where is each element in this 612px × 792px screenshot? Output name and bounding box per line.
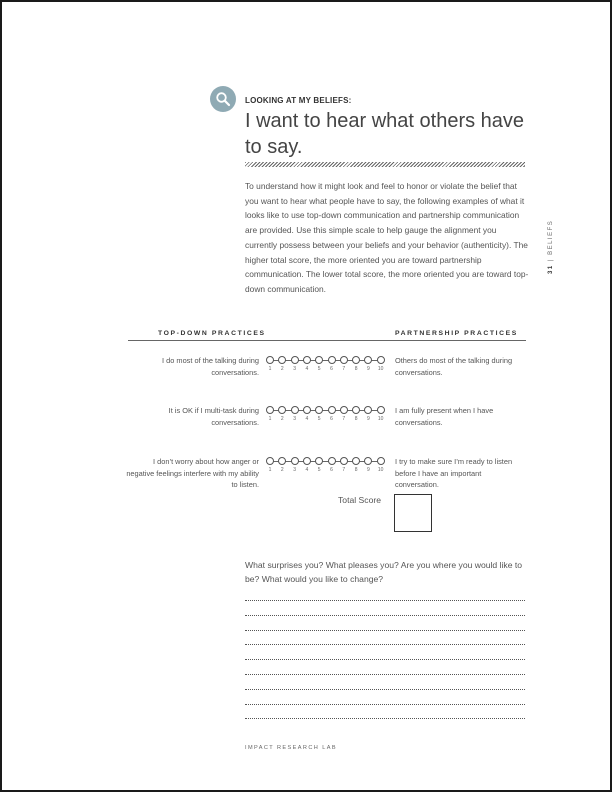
partnership-practice-2: I am fully present when I have conversations. — [395, 406, 494, 427]
writing-line[interactable] — [245, 718, 525, 719]
rating-scale-3[interactable] — [266, 457, 388, 479]
scale-point[interactable] — [278, 406, 286, 414]
scale-number: 6 — [330, 416, 333, 422]
scale-number: 8 — [354, 416, 358, 422]
scale-point[interactable] — [352, 356, 360, 364]
scale-point[interactable] — [352, 406, 360, 414]
magnifier-icon — [210, 86, 236, 112]
scale-point[interactable] — [303, 406, 311, 414]
scale-number: 3 — [293, 416, 296, 422]
writing-line[interactable] — [245, 689, 525, 690]
scale-number: 3 — [293, 467, 296, 473]
scale-number: 2 — [280, 366, 284, 372]
scale-number: 7 — [342, 366, 346, 372]
side-page-label — [548, 220, 554, 274]
header-rule — [128, 340, 526, 341]
scale-number: 4 — [305, 467, 309, 473]
section-name: | BELIEFS — [548, 219, 554, 262]
scale-number: 10 — [377, 366, 384, 372]
scale-number: 5 — [317, 416, 321, 422]
scale-point[interactable] — [291, 356, 299, 364]
top-down-header: TOP-DOWN PRACTICES — [158, 330, 266, 337]
scale-point[interactable] — [315, 457, 323, 465]
scale-number: 9 — [367, 416, 370, 422]
footer-label: IMPACT RESEARCH LAB — [245, 745, 337, 751]
reflection-question: What surprises you? What pleases you? Are you where you would like to be? What would you like to change? — [245, 560, 523, 584]
scale-point[interactable] — [266, 457, 274, 465]
scale-point[interactable] — [364, 406, 372, 414]
top-down-practice-3: I don’t worry about how anger or negative feelings interfere with my ability to listen. — [126, 457, 259, 489]
top-down-practice-1: I do most of the talking during conversations. — [162, 356, 259, 377]
rating-scale-1[interactable] — [266, 356, 388, 378]
scale-point[interactable] — [266, 406, 274, 414]
scale-number: 6 — [330, 366, 333, 372]
partnership-practice-1: Others do most of the talking during conversations. — [395, 356, 513, 377]
page-number: 31 — [548, 264, 554, 274]
scale-point[interactable] — [303, 356, 311, 364]
scale-number: 3 — [293, 366, 296, 372]
writing-line[interactable] — [245, 674, 525, 675]
scale-number: 8 — [354, 366, 358, 372]
scale-point[interactable] — [377, 356, 385, 364]
scale-point[interactable] — [328, 356, 336, 364]
scale-point[interactable] — [315, 406, 323, 414]
scale-number: 7 — [342, 467, 346, 473]
scale-number: 8 — [354, 467, 358, 473]
scale-number: 1 — [268, 416, 272, 422]
partnership-practice-3: I try to make sure I’m ready to listen before I have an important conversation. — [395, 457, 513, 489]
writing-line[interactable] — [245, 615, 525, 616]
writing-line[interactable] — [245, 644, 525, 645]
scale-number: 2 — [280, 416, 284, 422]
scale-point[interactable] — [291, 457, 299, 465]
scale-point[interactable] — [340, 356, 348, 364]
hatched-divider — [245, 162, 525, 167]
scale-number: 4 — [305, 416, 309, 422]
scale-point[interactable] — [377, 406, 385, 414]
scale-number: 10 — [377, 467, 384, 473]
scale-point[interactable] — [315, 356, 323, 364]
rating-scale-2[interactable] — [266, 406, 388, 428]
partnership-header: PARTNERSHIP PRACTICES — [395, 330, 518, 337]
scale-point[interactable] — [352, 457, 360, 465]
scale-point[interactable] — [340, 457, 348, 465]
scale-point[interactable] — [340, 406, 348, 414]
scale-number: 2 — [280, 467, 284, 473]
scale-point[interactable] — [278, 356, 286, 364]
total-score-box[interactable] — [394, 494, 432, 532]
scale-number: 1 — [268, 366, 272, 372]
scale-number: 1 — [268, 467, 272, 473]
scale-point[interactable] — [266, 356, 274, 364]
scale-point[interactable] — [303, 457, 311, 465]
scale-number: 6 — [330, 467, 333, 473]
scale-point[interactable] — [377, 457, 385, 465]
writing-line[interactable] — [245, 704, 525, 705]
scale-point[interactable] — [328, 457, 336, 465]
writing-line[interactable] — [245, 600, 525, 601]
top-down-practice-2: It is OK if I multi-task during conversations. — [168, 406, 259, 427]
scale-point[interactable] — [278, 457, 286, 465]
writing-line[interactable] — [245, 659, 525, 660]
scale-point[interactable] — [364, 457, 372, 465]
scale-number: 9 — [367, 366, 370, 372]
intro-paragraph: To understand how it might look and feel to honor or violate the belief that you want to hear what people have to say, the following examples of what it looks like to use top-down communication and partnership communication are provided. Use this simple scale to help gauge the alignment you currently possess between your beliefs and your behavior (authenticity). The higher total score, the more oriented you are toward partnership communication. The lower total score, the more oriented you are toward top-down communication. — [245, 181, 529, 294]
scale-number: 4 — [305, 366, 309, 372]
page-title: I want to hear what others have to say. — [245, 110, 525, 158]
scale-point[interactable] — [291, 406, 299, 414]
writing-line[interactable] — [245, 630, 525, 631]
scale-number: 10 — [377, 416, 384, 422]
scale-number: 5 — [317, 467, 321, 473]
section-kicker: LOOKING AT MY BELIEFS: — [245, 96, 352, 105]
scale-number: 7 — [342, 416, 346, 422]
scale-number: 5 — [317, 366, 321, 372]
scale-point[interactable] — [364, 356, 372, 364]
scale-point[interactable] — [328, 406, 336, 414]
scale-number: 9 — [367, 467, 370, 473]
total-score-label: Total Score — [338, 495, 381, 505]
